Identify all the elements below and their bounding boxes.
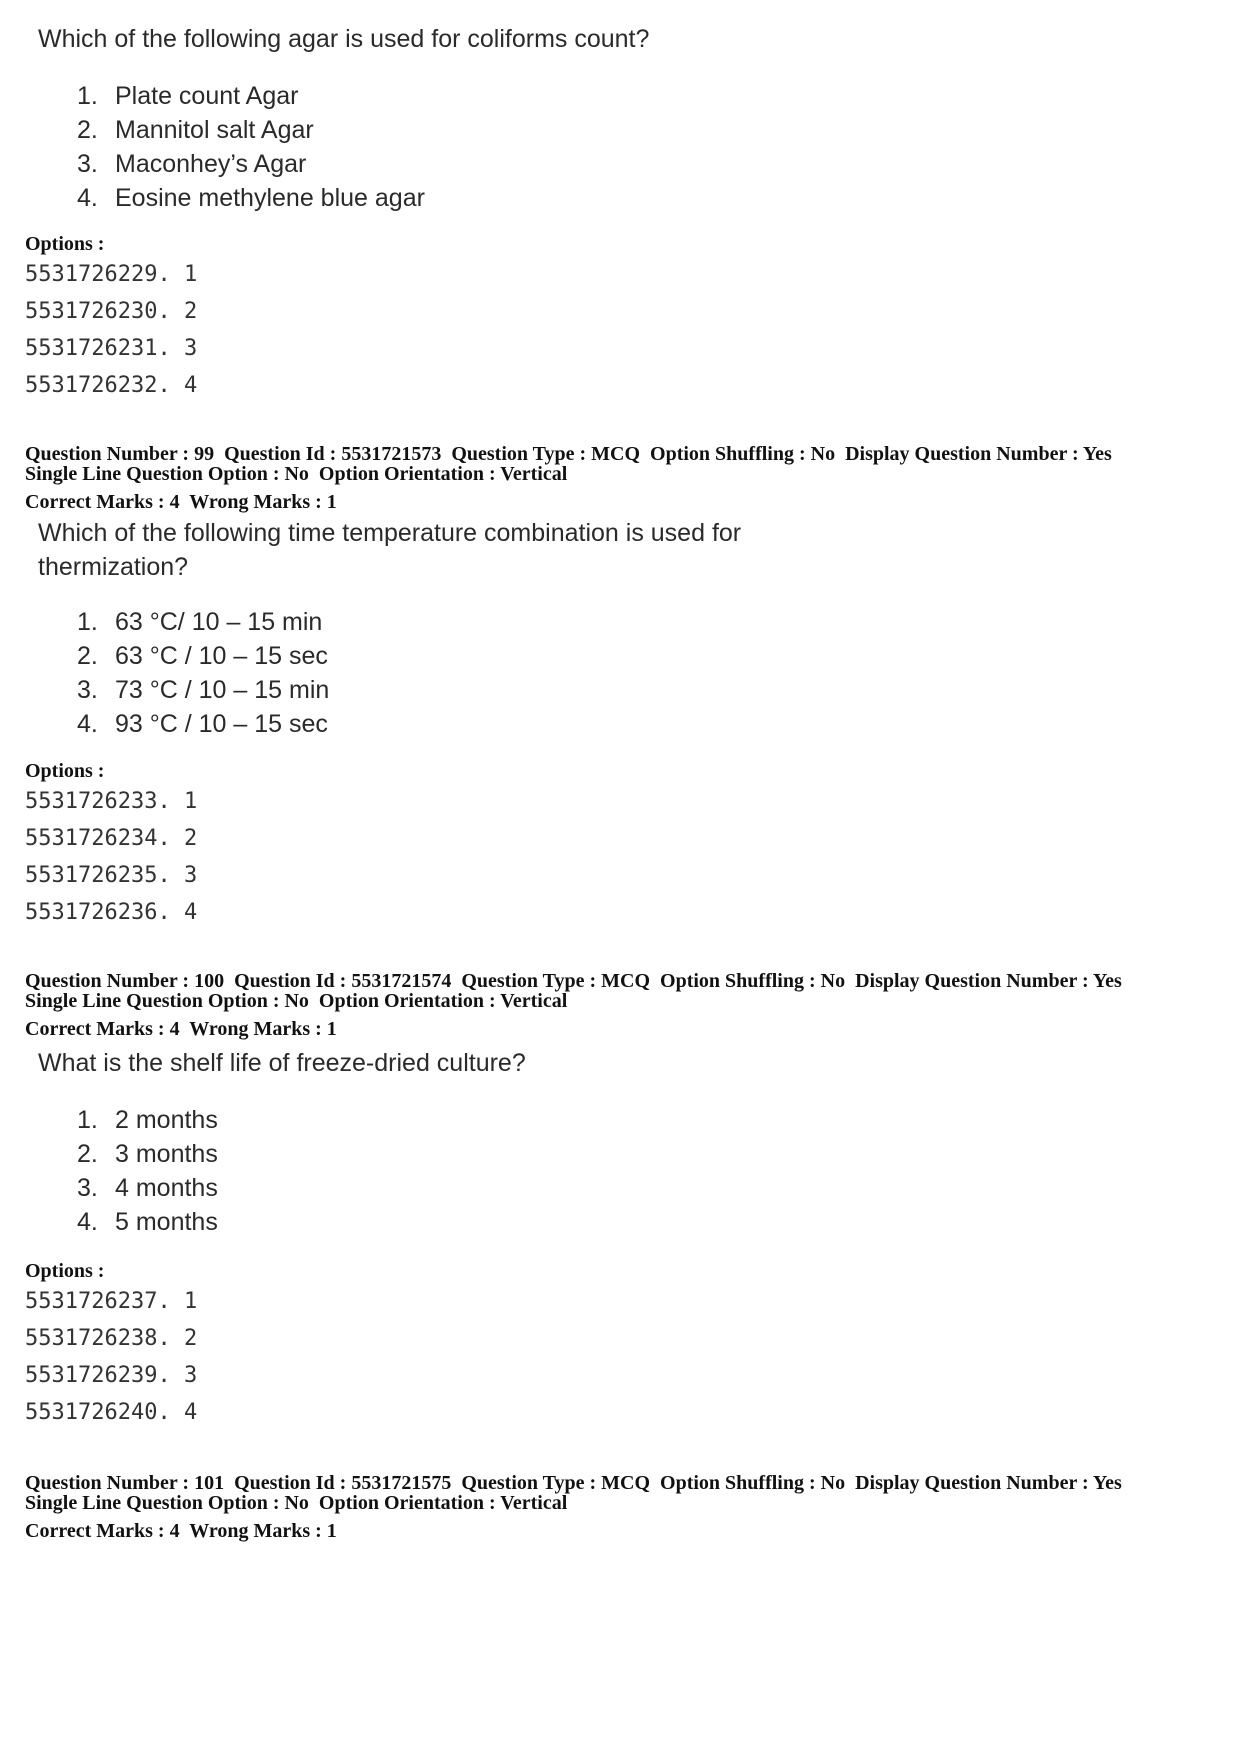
question-meta-line: Single Line Question Option : No Option Orientation : Vertical	[25, 1492, 568, 1514]
choice-number: 1.	[77, 82, 98, 110]
option-id-item: 5531726236. 4	[25, 900, 198, 925]
option-id-item: 5531726238. 2	[25, 1326, 198, 1351]
question-100-option-ids	[25, 1283, 197, 1431]
question-marks: Correct Marks : 4 Wrong Marks : 1	[25, 1018, 337, 1040]
choice-number: 2.	[77, 1140, 98, 1168]
option-id-item: 5531726232. 4	[25, 373, 198, 398]
question-meta-line: Question Number : 99 Question Id : 5531721573 Question Type : MCQ Option Shuffling : No Display Question Number : Yes	[25, 443, 1112, 465]
choice-item	[77, 181, 425, 215]
option-id-item: 5531726229. 1	[25, 262, 198, 287]
choice-item	[77, 673, 329, 707]
choice-number: 4.	[77, 710, 98, 738]
option-id-item: 5531726233. 1	[25, 789, 198, 814]
choice-item	[77, 639, 329, 673]
option-id-item: 5531726239. 3	[25, 1363, 198, 1388]
question-text-line: Which of the following time temperature combination is used for	[38, 519, 742, 547]
choice-item	[77, 113, 425, 147]
question-meta-line: Single Line Question Option : No Option Orientation : Vertical	[25, 463, 568, 485]
choice-text: 3 months	[115, 1140, 218, 1168]
question-98-option-ids	[25, 256, 197, 404]
choice-number: 2.	[77, 116, 98, 144]
choice-text: Plate count Agar	[115, 82, 299, 110]
options-label: Options :	[25, 233, 105, 255]
question-99-choices	[77, 605, 329, 741]
choice-text: 4 months	[115, 1174, 218, 1202]
choice-text: Maconhey’s Agar	[115, 150, 307, 178]
choice-number: 2.	[77, 642, 98, 670]
choice-text: 5 months	[115, 1208, 218, 1236]
choice-number: 3.	[77, 150, 98, 178]
question-99-option-ids	[25, 783, 197, 931]
choice-number: 1.	[77, 608, 98, 636]
choice-item	[77, 1137, 218, 1171]
option-id-item: 5531726230. 2	[25, 299, 198, 324]
choice-number: 1.	[77, 1106, 98, 1134]
choice-item	[77, 707, 329, 741]
option-id-item: 5531726231. 3	[25, 336, 198, 361]
choice-text: 63 °C / 10 – 15 sec	[115, 642, 328, 670]
question-99-meta	[25, 444, 1225, 512]
question-98-text: Which of the following agar is used for coliforms count?	[38, 25, 650, 53]
question-98-choices	[77, 79, 425, 215]
choice-text: 63 °C/ 10 – 15 min	[115, 608, 323, 636]
options-label: Options :	[25, 1260, 105, 1282]
option-id-item: 5531726235. 3	[25, 863, 198, 888]
question-99-text	[38, 516, 818, 584]
question-101-meta	[25, 1473, 1225, 1541]
choice-text: Eosine methylene blue agar	[115, 184, 425, 212]
question-marks: Correct Marks : 4 Wrong Marks : 1	[25, 491, 337, 513]
question-meta-line: Question Number : 100 Question Id : 5531721574 Question Type : MCQ Option Shuffling : No Display Question Number : Yes	[25, 970, 1122, 992]
question-100-text: What is the shelf life of freeze-dried culture?	[38, 1049, 526, 1077]
choice-text: 93 °C / 10 – 15 sec	[115, 710, 328, 738]
option-id-item: 5531726237. 1	[25, 1289, 198, 1314]
choice-item	[77, 1171, 218, 1205]
question-text-line: thermization?	[38, 553, 189, 581]
choice-item	[77, 1103, 218, 1137]
option-id-item: 5531726240. 4	[25, 1400, 198, 1425]
choice-number: 3.	[77, 676, 98, 704]
choice-text: 73 °C / 10 – 15 min	[115, 676, 330, 704]
choice-item	[77, 1205, 218, 1239]
choice-text: Mannitol salt Agar	[115, 116, 314, 144]
choice-text: 2 months	[115, 1106, 218, 1134]
choice-number: 3.	[77, 1174, 98, 1202]
choice-item	[77, 147, 425, 181]
question-100-meta	[25, 971, 1225, 1039]
question-100-choices	[77, 1103, 218, 1239]
option-id-item: 5531726234. 2	[25, 826, 198, 851]
choice-number: 4.	[77, 1208, 98, 1236]
question-marks: Correct Marks : 4 Wrong Marks : 1	[25, 1520, 337, 1542]
choice-number: 4.	[77, 184, 98, 212]
question-meta-line: Single Line Question Option : No Option Orientation : Vertical	[25, 990, 568, 1012]
question-meta-line: Question Number : 101 Question Id : 5531721575 Question Type : MCQ Option Shuffling : No Display Question Number : Yes	[25, 1472, 1122, 1494]
choice-item	[77, 605, 329, 639]
choice-item	[77, 79, 425, 113]
options-label: Options :	[25, 760, 105, 782]
